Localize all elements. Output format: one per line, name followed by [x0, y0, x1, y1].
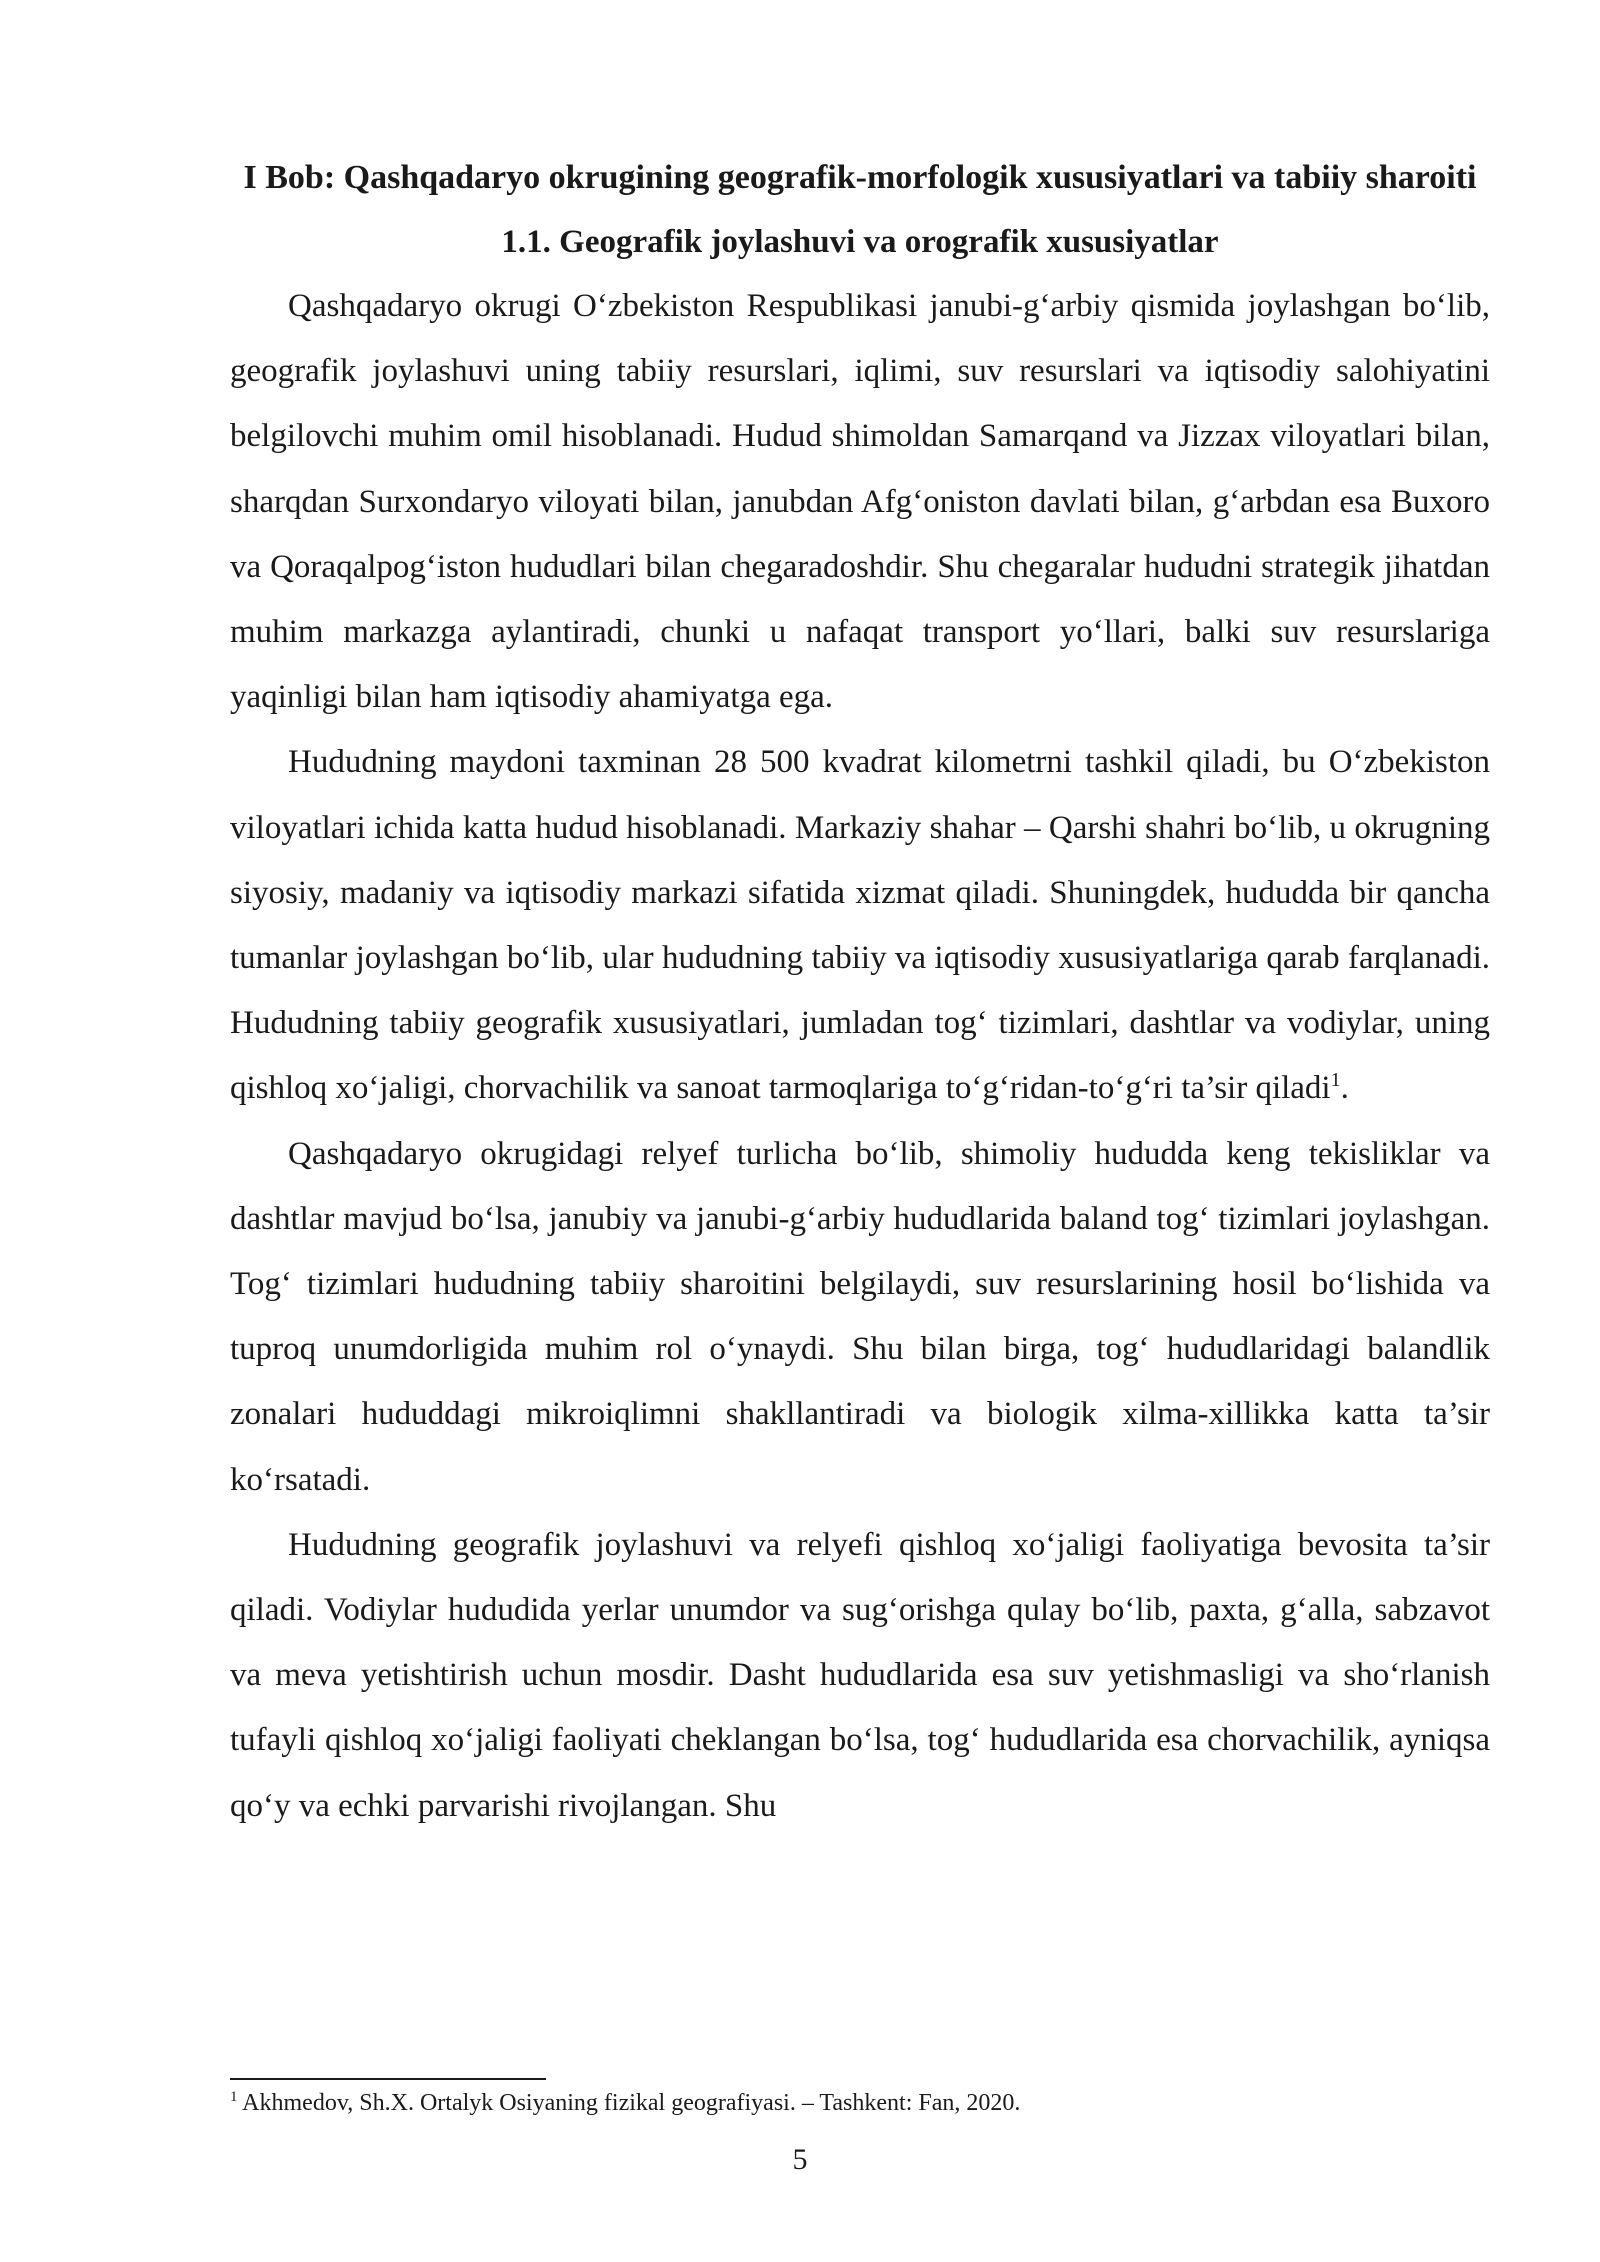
- paragraph-2: [230, 730, 1490, 1121]
- paragraph-3: Qashqadaryo okrugidagi relyef turlicha bo‘lib, shimoliy hududda keng tekisliklar va dashtlar mavjud bo‘lsa, janubiy va janubi-g‘arbiy hududlarida baland tog‘ tizimlari joylashgan. Tog‘ tizimlari hududning tabiiy sharoitini belgilaydi, suv resurslarining hosil bo‘lishida va tuproq unumdorligida muhim rol o‘ynaydi. Shu bilan birga, tog‘ hududlaridagi balandlik zonalari hududdagi mikroiqlimni shakllantiradi va biologik xilma-xillikka katta ta’sir ko‘rsatadi.: [230, 1135, 1490, 1498]
- footnote: [230, 2086, 1490, 2120]
- chapter-title: I Bob: Qashqadaryo okrugining geografik-morfologik xususiyatlari va tabiiy sharoiti: [243, 159, 1477, 196]
- page-body: [230, 146, 1490, 1839]
- paragraph-1: Qashqadaryo okrugi O‘zbekiston Respublikasi janubi-g‘arbiy qismida joylashgan bo‘lib, geografik joylashuvi uning tabiiy resurslari, iqlimi, suv resurslari va iqtisodiy salohiyatini belgilovchi muhim omil hisoblanadi. Hudud shimoldan Samarqand va Jizzax viloyatlari bilan, sharqdan Surxondaryo viloyati bilan, janubdan Afg‘oniston davlati bilan, g‘arbdan esa Buxoro va Qoraqalpog‘iston hududlari bilan chegaradoshdir. Shu chegaralar hududni strategik jihatdan muhim markazga aylantiradi, chunki u nafaqat transport yo‘llari, balki suv resurslariga yaqinligi bilan ham iqtisodiy ahamiyatga ega.: [230, 288, 1490, 716]
- paragraph-2-text: Hududning maydoni taxminan 28 500 kvadrat kilometrni tashkil qiladi, bu O‘zbekiston viloyatlari ichida katta hudud hisoblanadi. Markaziy shahar – Qarshi shahri bo‘lib, u okrugning siyosiy, madaniy va iqtisodiy markazi sifatida xizmat qiladi. Shuningdek, hududda bir qancha tumanlar joylashgan bo‘lib, ular hududning tabiiy va iqtisodiy xususiyatlariga qarab farqlanadi. Hududning tabiiy geografik xususiyatlari, jumladan tog‘ tizimlari, dashtlar va vodiylar, uning qishloq xo‘jaligi, chorvachilik va sanoat tarmoqlariga to‘g‘ridan-to‘g‘ri ta’sir qiladi: [230, 744, 1490, 1107]
- page-number: 5: [792, 2143, 808, 2176]
- paragraph-2-end: .: [1340, 1070, 1349, 1107]
- section-title: 1.1. Geografik joylashuvi va orografik xususiyatlar: [501, 224, 1219, 260]
- footnote-reference[interactable]: 1: [1330, 1069, 1341, 1092]
- footnote-marker: 1: [230, 2089, 238, 2105]
- footnote-divider: [230, 2078, 546, 2080]
- footnote-text: Akhmedov, Sh.X. Ortalyk Osiyaning fizikal geografiyasi. – Tashkent: Fan, 2020.: [237, 2090, 1021, 2116]
- paragraph-4: Hududning geografik joylashuvi va relyefi qishloq xo‘jaligi faoliyatiga bevosita ta’sir qiladi. Vodiylar hududida yerlar unumdor va sug‘orishga qulay bo‘lib, paxta, g‘alla, sabzavot va meva yetishtirish uchun mosdir. Dasht hududlarida esa suv yetishmasligi va sho‘rlanish tufayli qishloq xo‘jaligi faoliyati cheklangan bo‘lsa, tog‘ hududlarida esa chorvachilik, ayniqsa qo‘y va echki parvarishi rivojlangan. Shu: [230, 1526, 1490, 1824]
